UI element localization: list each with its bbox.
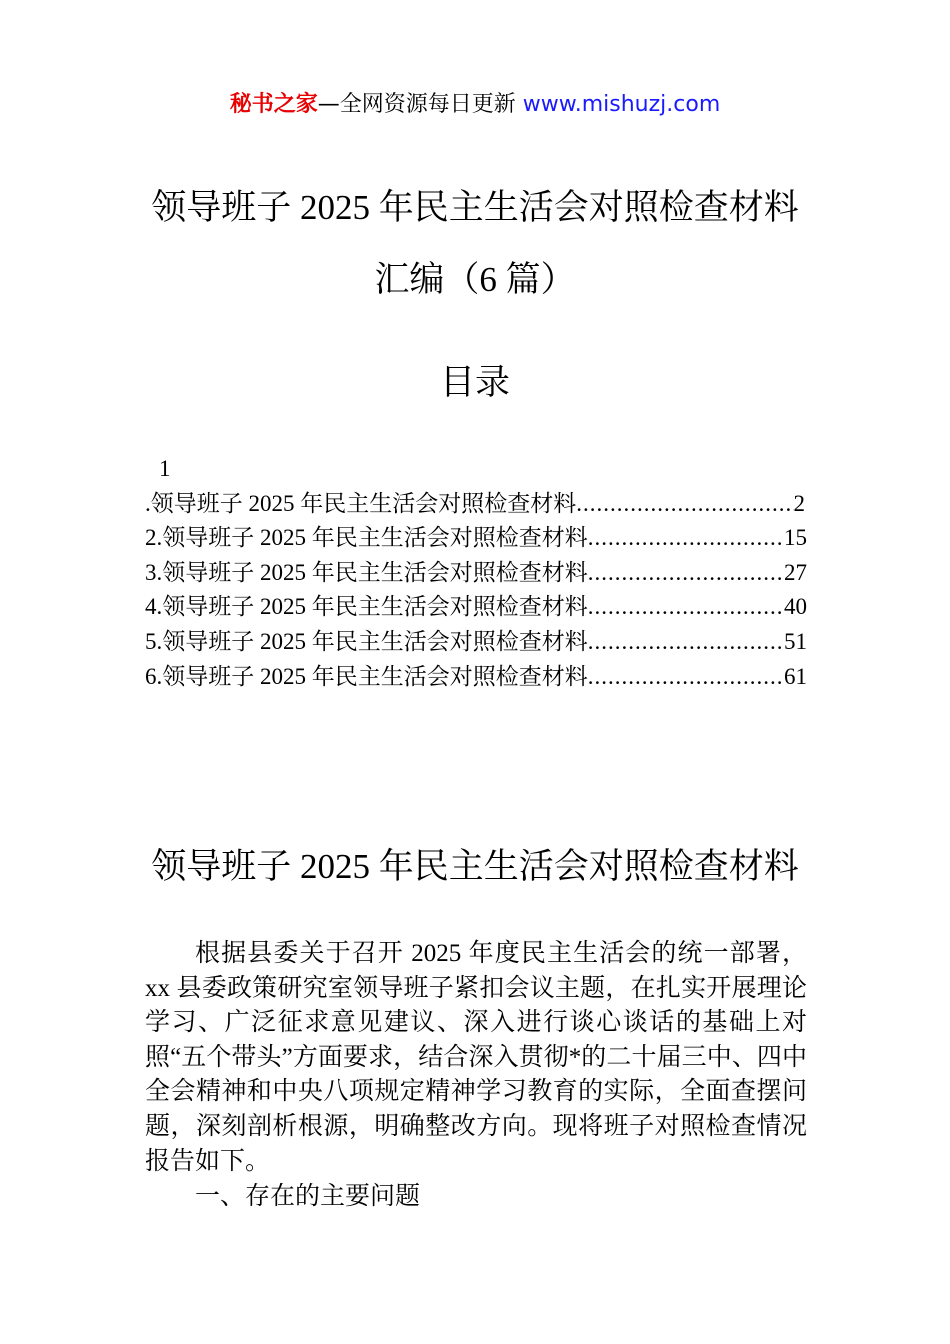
toc-entry[interactable] — [145, 625, 807, 660]
site-brand: 秘书之家 — [229, 92, 318, 117]
body-paragraph: 根据县委关于召开 2025 年度民主生活会的统一部署，xx 县委政策研究室领导班子紧扣会议主题，在扎实开展理论学习、广泛征求意见建议、深入进行谈心谈话的基础上对照“五个带头”方面要求，结合深入贯彻*的二十届三中、四中全会精神和中央八项规定精神学习教育的实际，全面查摆问题，深刻剖析根源，明确整改方向。现将班子对照检查情况报告如下。 — [145, 940, 807, 1175]
toc-leader-dots — [576, 487, 793, 522]
toc-entry[interactable] — [145, 521, 807, 556]
sub-heading: 一、存在的主要问题 — [195, 1183, 421, 1210]
toc-entry-label: .领导班子 2025 年民主生活会对照检查材料 — [145, 490, 577, 516]
toc-entry[interactable] — [145, 660, 807, 695]
toc-entry[interactable] — [145, 556, 807, 591]
site-url-link[interactable]: www.mishuzj.com — [522, 92, 721, 117]
toc-entry-label: 4.领导班子 2025 年民主生活会对照检查材料 — [145, 594, 588, 620]
toc-entry-label: 6.领导班子 2025 年民主生活会对照检查材料 — [145, 663, 588, 689]
toc-entry[interactable] — [145, 487, 805, 522]
toc-leader-dots — [588, 625, 784, 660]
toc-leader-dots — [588, 556, 784, 591]
toc-heading: 目录 — [439, 363, 510, 402]
toc-entry[interactable] — [145, 590, 807, 625]
document-title-line-2: 汇编（6 篇） — [374, 260, 576, 299]
toc-entry-page: 2 — [793, 490, 805, 516]
toc-leader-dots — [588, 521, 784, 556]
toc-entry-label: 3.领导班子 2025 年民主生活会对照检查材料 — [145, 559, 588, 585]
site-tagline: —全网资源每日更新 — [317, 92, 523, 117]
site-header — [0, 88, 950, 122]
toc-leader-dots — [588, 590, 784, 625]
section-title: 领导班子 2025 年民主生活会对照检查材料 — [151, 847, 799, 886]
toc-entry-label: 2.领导班子 2025 年民主生活会对照检查材料 — [145, 525, 588, 551]
toc-leader-dots — [588, 660, 784, 695]
toc-entry-page: 51 — [784, 628, 807, 654]
table-of-contents — [145, 452, 807, 694]
toc-entry-number: 1 — [159, 456, 171, 481]
document-title-line-1: 领导班子 2025 年民主生活会对照检查材料 — [151, 188, 799, 227]
toc-entry-page: 40 — [784, 594, 807, 620]
toc-entry-label: 5.领导班子 2025 年民主生活会对照检查材料 — [145, 628, 588, 654]
toc-entry-page: 61 — [784, 663, 807, 689]
toc-entry-page: 27 — [784, 559, 807, 585]
toc-entry-page: 15 — [784, 525, 807, 551]
